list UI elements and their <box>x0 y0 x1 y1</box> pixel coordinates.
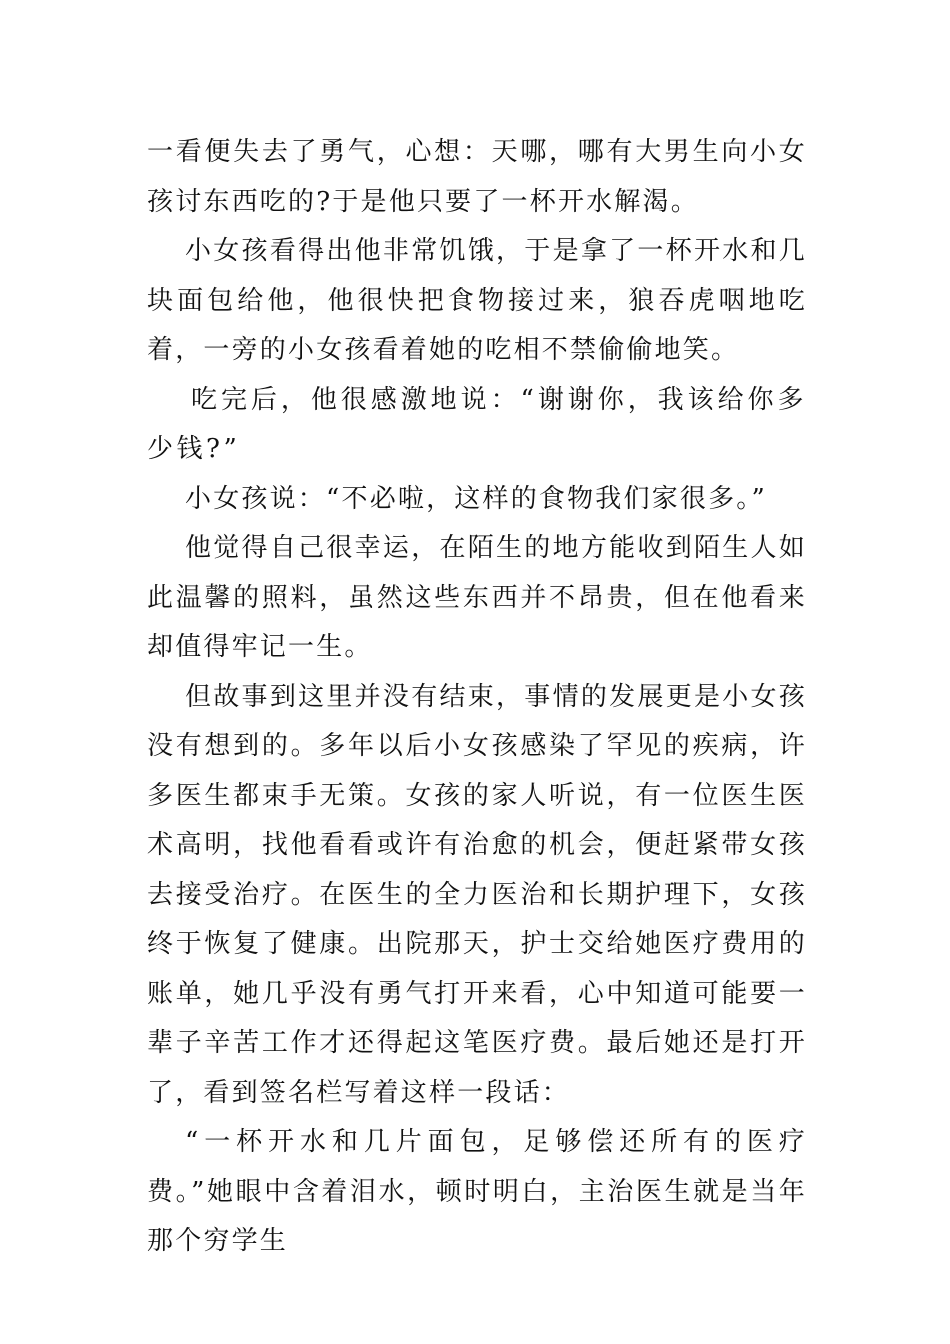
paragraph-3: 吃完后，他很感激地说：“谢谢你，我该给你多少钱?” <box>147 384 807 464</box>
paragraph-4: 小女孩说：“不必啦，这样的食物我们家很多。” <box>185 483 767 514</box>
story-text <box>147 128 807 1267</box>
paragraph-6: 但故事到这里并没有结束，事情的发展更是小女孩没有想到的。多年以后小女孩感染了罕见的疾病，许多医生都束手无策。女孩的家人听说，有一位医生医术高明，找他看看或许有治愈的机会，便赶紧带女孩去接受治疗。在医生的全力医治和长期护理下，女孩终于恢复了健康。出院那天，护士交给她医疗费用的账单，她几乎没有勇气打开来看，心中知道可能要一辈子辛苦工作才还得起这笔医疗费。最后她还是打开了，看到签名栏写着这样一段话： <box>147 681 807 1108</box>
paragraph-7: “一杯开水和几片面包，足够偿还所有的医疗费。”她眼中含着泪水，顿时明白，主治医生就是当年那个穷学生 <box>147 1127 807 1256</box>
paragraph-1: 一看便失去了勇气，心想：天哪，哪有大男生向小女孩讨东西吃的?于是他只要了一杯开水解渴。 <box>147 137 807 217</box>
paragraph-5: 他觉得自己很幸运，在陌生的地方能收到陌生人如此温馨的照料，虽然这些东西并不昂贵，但在他看来却值得牢记一生。 <box>147 533 807 662</box>
paragraph-2: 小女孩看得出他非常饥饿，于是拿了一杯开水和几块面包给他，他很快把食物接过来，狼吞虎咽地吃着，一旁的小女孩看着她的吃相不禁偷偷地笑。 <box>147 236 807 365</box>
